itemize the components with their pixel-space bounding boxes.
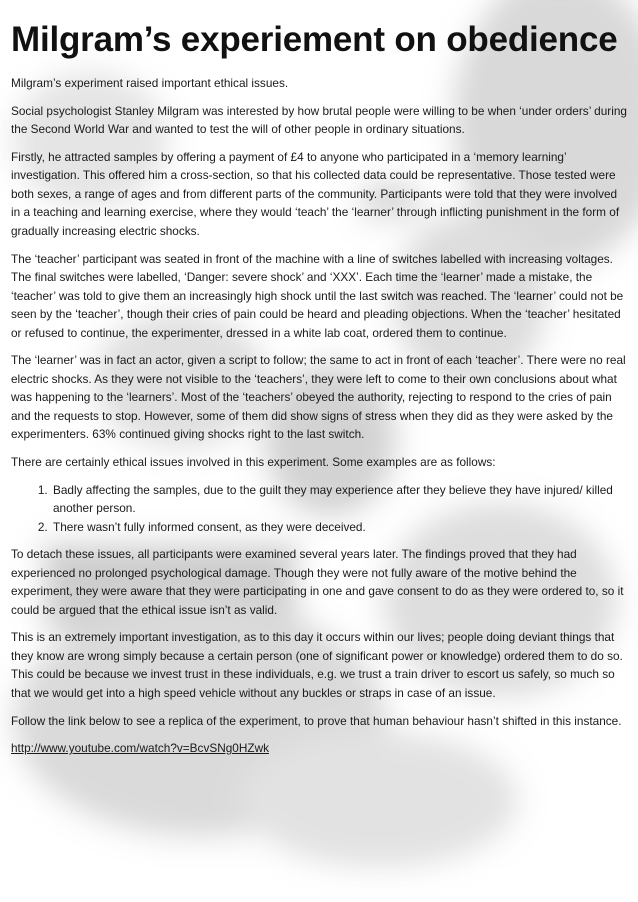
youtube-link[interactable]: http://www.youtube.com/watch?v=BcvSNg0HZwk — [11, 741, 269, 756]
paragraph-deception: The ‘learner’ was in fact an actor, given a script to follow; the same to act in front of each ‘teacher’. There were no real electric shocks. As they were not visible to the ‘teachers’, they were left to come to their own conclusions about what was happening to the ‘learners’. Most of the ‘teachers’ obeyed the authority, rejecting to respond to the cries of pain and the requests to stop. However, some of them did show signs of stress when they did as they were asked by the experimenters. 63% continued giving shocks right to the last switch. — [11, 353, 626, 442]
list-item: 2. There wasn’t fully informed consent, as they were deceived. — [51, 518, 627, 537]
paragraph-link-intro: Follow the link below to see a replica of the experiment, to prove that human behaviour hasn’t shifted in this instance. — [11, 713, 622, 728]
paragraph-background: Social psychologist Stanley Milgram was interested by how brutal people were willing to be when ‘under orders’ during the Second World War and wanted to test the will of other people in ordinary situations. — [11, 103, 627, 137]
paragraph-importance: This is an extremely important investigation, as to this day it occurs within our lives; people doing deviant things that they know are wrong simply because a certain person (one of significant power or knowledge) ordered them to do so. This could be because we invest trust in these individuals, e.g. we trust a train driver to escort us safely, so much so that we would get into a high speed vehicle without any buckles or straps in case of an issue. — [11, 630, 623, 700]
page-title: Milgram’s experiement on obedience — [11, 20, 618, 59]
paragraph-sampling: Firstly, he attracted samples by offering a payment of £4 to anyone who participated in a ‘memory learning’ investigation. This offered him a cross-section, so that his collected data could be representative. Those tested were both sexes, a range of ages and from different parts of the community. Participants were told that they were involved in a teaching and learning exercise, where they would ‘teach’ the ‘learner’ through inflicting punishment in the form of gradually increasing electric shocks. — [11, 149, 620, 238]
paragraph-procedure: The ‘teacher’ participant was seated in front of the machine with a line of switches labelled with increasing voltages. The final switches were labelled, ‘Danger: severe shock’ and ‘XXX’. Each time the ‘learner’ made a mistake, the ‘teacher’ was told to give them an increasingly high shock until the last switch was reached. The ‘learner’ could not be seen by the ‘teacher’, though their cries of pain could be heard and pleading objections. When the ‘teacher’ hesitated or refused to continue, the experimenter, dressed in a white lab coat, ordered them to continue. — [11, 251, 624, 340]
paragraph-ethics-intro: There are certainly ethical issues involved in this experiment. Some examples are as follows: — [11, 454, 496, 469]
paragraph-followup: To detach these issues, all participants were examined several years later. The findings proved that they had experienced no prolonged psychological damage. Though they were not fully aware of the motive behind the experiment, they were aware that they were participating in one and gave consent to do as they were ordered to, so it could be argued that the ethical issue isn’t as valid. — [11, 547, 624, 617]
list-item: 1. Badly affecting the samples, due to the guilt they may experience after they believe they have injured/ killed another person. — [51, 481, 627, 518]
ethical-issues-list — [11, 481, 627, 537]
paragraph-intro: Milgram’s experiment raised important ethical issues. — [11, 76, 289, 90]
